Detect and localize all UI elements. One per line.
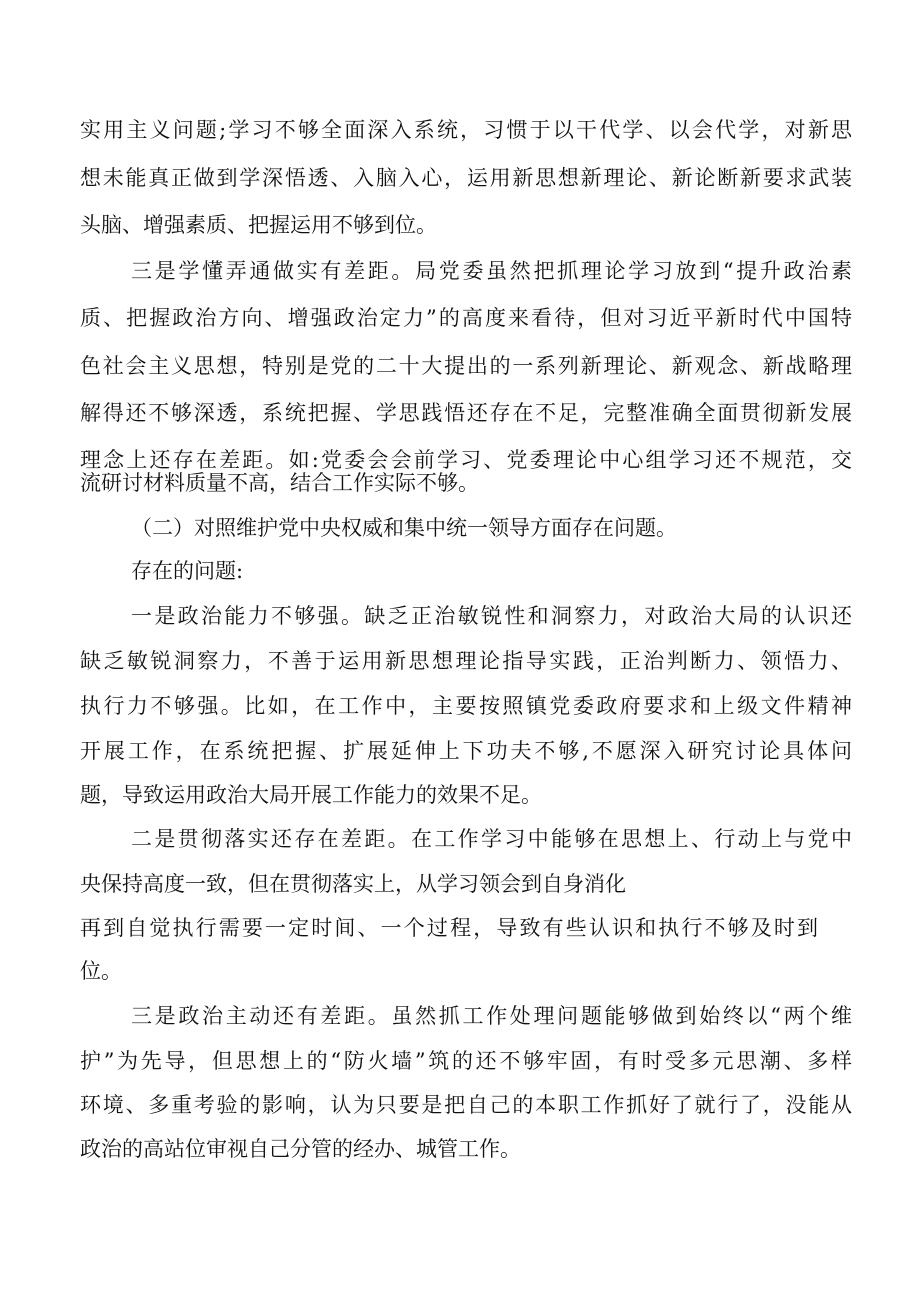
text-line: 执行力不够强。比如，在工作中，主要按照镇党委政府要求和上级文件精神 xyxy=(80,694,852,718)
text-line: 想未能真正做到学深悟透、入脑入心，运用新思想新理论、新论断新要求武装 xyxy=(80,166,852,190)
text-line: 二是贯彻落实还存在差距。在工作学习中能够在思想上、行动上与党中 xyxy=(131,827,852,851)
text-line: 存在的问题: xyxy=(131,559,244,583)
text-line: 再到自觉执行需要一定时间、一个过程，导致有些认识和执行不够及时到 xyxy=(80,916,818,940)
text-line: 题，导致运用政治大局开展工作能力的效果不足。 xyxy=(80,783,542,807)
text-line: 环境、多重考验的影响，认为只要是把自己的本职工作抓好了就行了，没能从 xyxy=(80,1093,852,1117)
text-line: 头脑、增强素质、把握运用不够到位。 xyxy=(80,213,437,237)
text-line: 流研讨材料质量不高，结合工作实际不够。 xyxy=(80,471,479,495)
text-line: 三是学懂弄通做实有差距。局党委虽然把抓理论学习放到“提升政治素 xyxy=(131,259,852,283)
section-heading: （二）对照维护党中央权威和集中统一领导方面存在问题。 xyxy=(131,516,677,540)
text-line: 实用主义问题;学习不够全面深入系统，习惯于以干代学、以会代学，对新思 xyxy=(80,118,852,142)
text-line: 色社会主义思想，特别是党的二十大提出的一系列新理论、新观念、新战略理 xyxy=(80,354,852,378)
text-line: 一是政治能力不够强。缺乏正治敏锐性和洞察力，对政治大局的认识还 xyxy=(131,604,852,628)
text-line: 解得还不够深透，系统把握、学思践悟还存在不足，完整准确全面贯彻新发展 xyxy=(80,401,852,425)
text-line: 央保持高度一致，但在贯彻落实上，从学习领会到自身消化 xyxy=(80,872,626,896)
text-line: 质、把握政治方向、增强政治定力”的高度来看待，但对习近平新时代中国特 xyxy=(80,306,852,330)
text-line: 政治的高站位审视自己分管的经办、城管工作。 xyxy=(80,1137,521,1161)
text-line: 位。 xyxy=(80,959,122,983)
text-line: 护”为先导，但思想上的“防火墙”筑的还不够牢固，有时受多元思潮、多样 xyxy=(80,1049,852,1073)
text-line: 理念上还存在差距。如:党委会会前学习、党委理论中心组学习还不规范，交 xyxy=(80,448,852,472)
text-line: 缺乏敏锐洞察力，不善于运用新思想理论指导实践，正治判断力、领悟力、 xyxy=(80,649,852,673)
text-line: 三是政治主动还有差距。虽然抓工作处理问题能够做到始终以“两个维 xyxy=(131,1004,852,1028)
text-line: 开展工作，在系统把握、扩展延伸上下功夫不够,不愿深入研究讨论具体问 xyxy=(80,739,852,763)
